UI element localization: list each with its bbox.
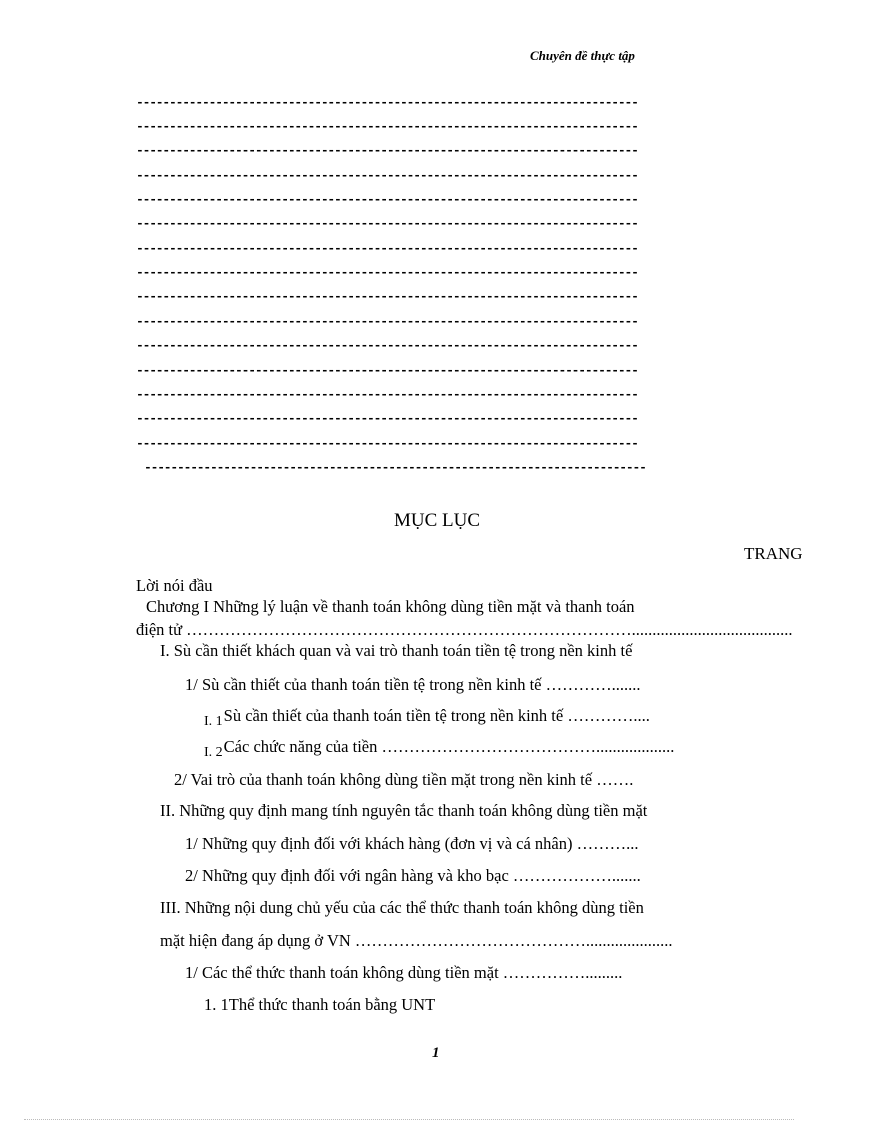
toc-entry: 2/ Những quy định đối với ngân hàng và kho bạc ……………….......: [185, 866, 641, 885]
dash-line: ----------------------------------------------------------------------------: [136, 119, 638, 134]
dash-line: ----------------------------------------------------------------------------: [136, 192, 638, 207]
toc-number: I. 2: [204, 745, 223, 760]
dash-line: ----------------------------------------------------------------------------: [136, 265, 638, 280]
toc-entry: [204, 706, 650, 730]
toc-entry: [204, 737, 674, 761]
toc-entry: II. Những quy định mang tính nguyên tắc thanh toán không dùng tiền mặt: [160, 801, 648, 820]
dash-line: ----------------------------------------------------------------------------: [136, 436, 638, 451]
toc-entry: 2/ Vai trò của thanh toán không dùng tiền mặt trong nền kinh tế …….: [174, 770, 634, 789]
toc-entry: Lời nói đầu: [136, 576, 213, 595]
toc-number: I. 1: [204, 714, 223, 729]
toc-entry: mặt hiện đang áp dụng ở VN …………………………………….....................: [160, 931, 673, 950]
toc-entry: 1/ Những quy định đối với khách hàng (đơn vị và cá nhân) ………...: [185, 834, 639, 853]
dash-line: ----------------------------------------------------------------------------: [136, 289, 638, 304]
dash-line: ----------------------------------------------------------------------------: [136, 95, 638, 110]
running-header: Chuyên đề thực tập: [530, 48, 635, 63]
toc-entry: III. Những nội dung chủ yếu của các thể thức thanh toán không dùng tiền: [160, 898, 644, 917]
footer-divider: [24, 1119, 794, 1120]
toc-entry: Chương I Những lý luận về thanh toán không dùng tiền mặt và thanh toán: [146, 597, 635, 616]
toc-entry: 1/ Sù cần thiết của thanh toán tiền tệ trong nền kinh tế ………….......: [185, 675, 641, 694]
dash-line: ----------------------------------------------------------------------------: [136, 314, 638, 329]
dash-line: ----------------------------------------------------------------------------: [136, 216, 638, 231]
dash-line: ----------------------------------------------------------------------------: [136, 363, 638, 378]
toc-entry-text: Sù cần thiết của thanh toán tiền tệ trong nền kinh tế …………....: [223, 706, 650, 725]
toc-entry-text: Các chức năng của tiền …………………………………...................: [223, 737, 675, 756]
dash-line: ----------------------------------------------------------------------------: [136, 241, 638, 256]
dash-line: ----------------------------------------------------------------------------: [136, 168, 638, 183]
page-column-label: TRANG: [744, 544, 803, 563]
toc-entry: I. Sù cần thiết khách quan và vai trò thanh toán tiền tệ trong nền kinh tế: [160, 641, 633, 660]
page-number: 1: [432, 1045, 440, 1061]
dash-line: ----------------------------------------------------------------------------: [136, 143, 638, 158]
toc-entry: 1. 1Thể thức thanh toán bằng UNT: [204, 995, 436, 1014]
dash-line: ----------------------------------------------------------------------------: [136, 338, 638, 353]
toc-entry: 1/ Các thể thức thanh toán không dùng tiền mặt …………….........: [185, 963, 623, 982]
dash-line: ----------------------------------------------------------------------------: [144, 460, 646, 475]
dash-line: ----------------------------------------------------------------------------: [136, 387, 638, 402]
toc-title: MỤC LỤC: [393, 510, 481, 531]
dash-line: ----------------------------------------------------------------------------: [136, 411, 638, 426]
toc-entry: điện tử ……………………………………………………………………….......................................: [136, 620, 793, 639]
